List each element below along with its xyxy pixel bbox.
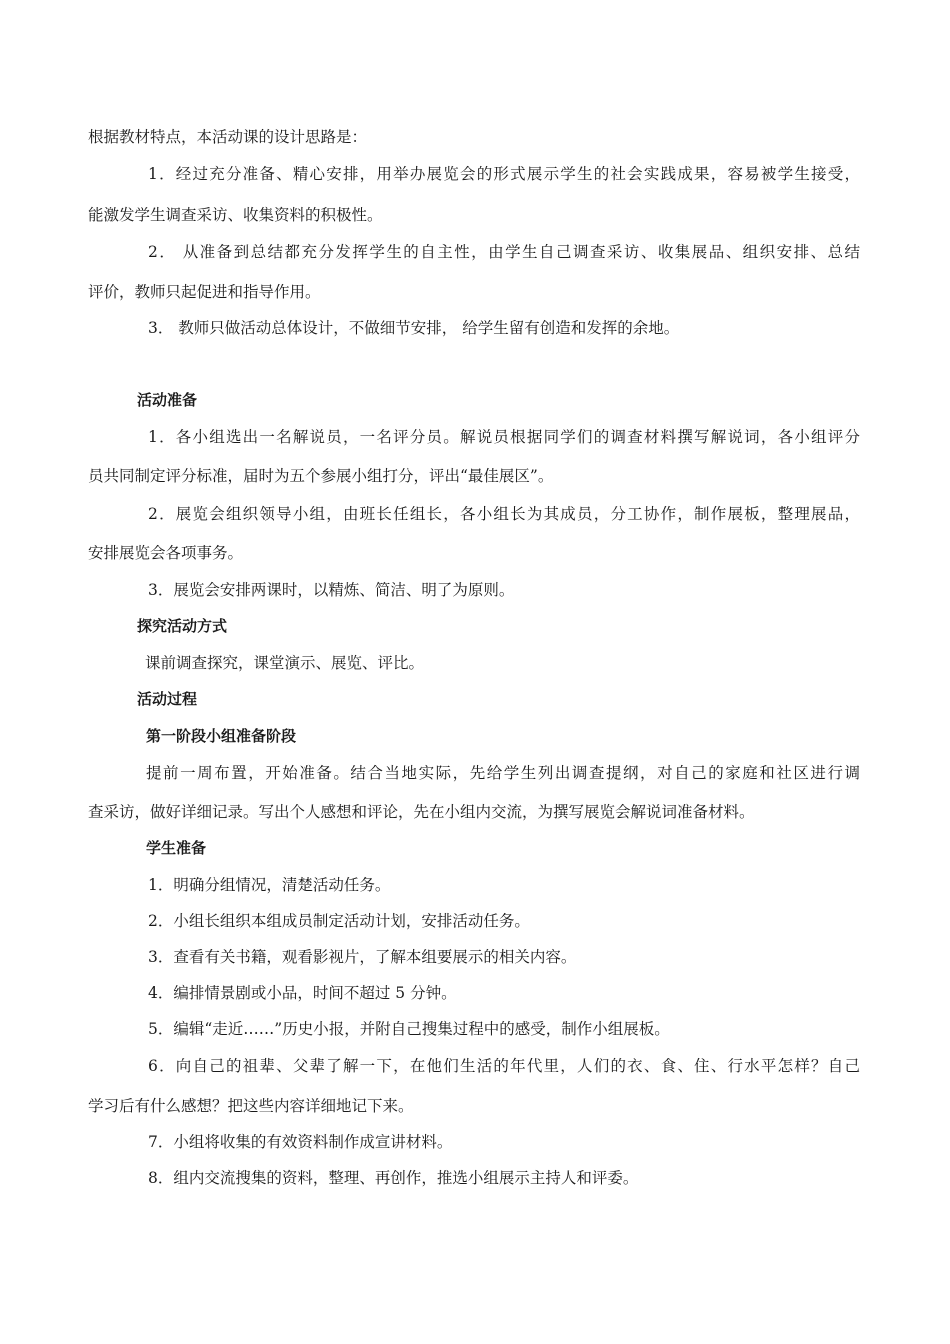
prep-item-2-line-2: 安排展览会各项事务。 <box>88 544 244 562</box>
student-item-7: 7．小组将收集的有效资料制作成宣讲材料。 <box>148 1133 453 1151</box>
student-item-3: 3．查看有关书籍，观看影视片，了解本组要展示的相关内容。 <box>148 948 577 966</box>
mode-text: 课前调查探究，课堂演示、展览、评比。 <box>145 654 425 672</box>
student-item-6-line-2: 学习后有什么感想？把这些内容详细地记下来。 <box>88 1097 414 1115</box>
design-item-3: 3． 教师只做活动总体设计，不做细节安排， 给学生留有创造和发挥的余地。 <box>148 319 680 337</box>
student-item-2: 2．小组长组织本组成员制定活动计划，安排活动任务。 <box>148 912 530 930</box>
design-item-1-line-2: 能激发学生调查采访、收集资料的积极性。 <box>88 206 383 224</box>
prep-item-3: 3．展览会安排两课时，以精炼、简洁、明了为原则。 <box>148 581 515 599</box>
section-heading-process: 活动过程 <box>137 690 198 708</box>
stage-text-line-1: 提前一周布置，开始准备。结合当地实际，先给学生列出调查提纲，对自己的家庭和社区进行调 <box>146 764 860 782</box>
student-item-5: 5．编辑“走近……”历史小报，并附自己搜集过程中的感受，制作小组展板。 <box>148 1020 670 1038</box>
prep-item-2-line-1: 2．展览会组织领导小组，由班长任组长，各小组长为其成员，分工协作，制作展板，整理展品， <box>148 505 860 523</box>
design-item-2-line-1: 2． 从准备到总结都充分发挥学生的自主性，由学生自己调查采访、收集展品、组织安排、总结 <box>148 243 860 261</box>
student-item-4: 4．编排情景剧或小品，时间不超过 5 分钟。 <box>148 984 457 1002</box>
section-heading-preparation: 活动准备 <box>137 391 198 409</box>
design-item-2-line-2: 评价，教师只起促进和指导作用。 <box>88 283 321 301</box>
student-item-6-line-1: 6．向自己的祖辈、父辈了解一下，在他们生活的年代里，人们的衣、食、住、行水平怎样？自己 <box>148 1057 860 1075</box>
prep-item-1-line-1: 1．各小组选出一名解说员，一名评分员。解说员根据同学们的调查材料撰写解说词，各小组评分 <box>148 428 860 446</box>
student-item-1: 1．明确分组情况，清楚活动任务。 <box>148 876 391 894</box>
section-heading-mode: 探究活动方式 <box>137 617 228 635</box>
stage-text-line-2: 查采访，做好详细记录。写出个人感想和评论，先在小组内交流，为撰写展览会解说词准备材料。 <box>88 803 755 821</box>
student-item-8: 8．组内交流搜集的资料，整理、再创作，推选小组展示主持人和评委。 <box>148 1169 639 1187</box>
intro-text: 根据教材特点，本活动课的设计思路是： <box>88 128 368 146</box>
design-item-1-line-1: 1．经过充分准备、精心安排，用举办展览会的形式展示学生的社会实践成果，容易被学生接受， <box>148 165 860 183</box>
subheading-stage-one: 第一阶段小组准备阶段 <box>146 727 297 745</box>
prep-item-1-line-2: 员共同制定评分标准，届时为五个参展小组打分，评出“最佳展区”。 <box>88 467 554 485</box>
subheading-student-prep: 学生准备 <box>146 839 207 857</box>
